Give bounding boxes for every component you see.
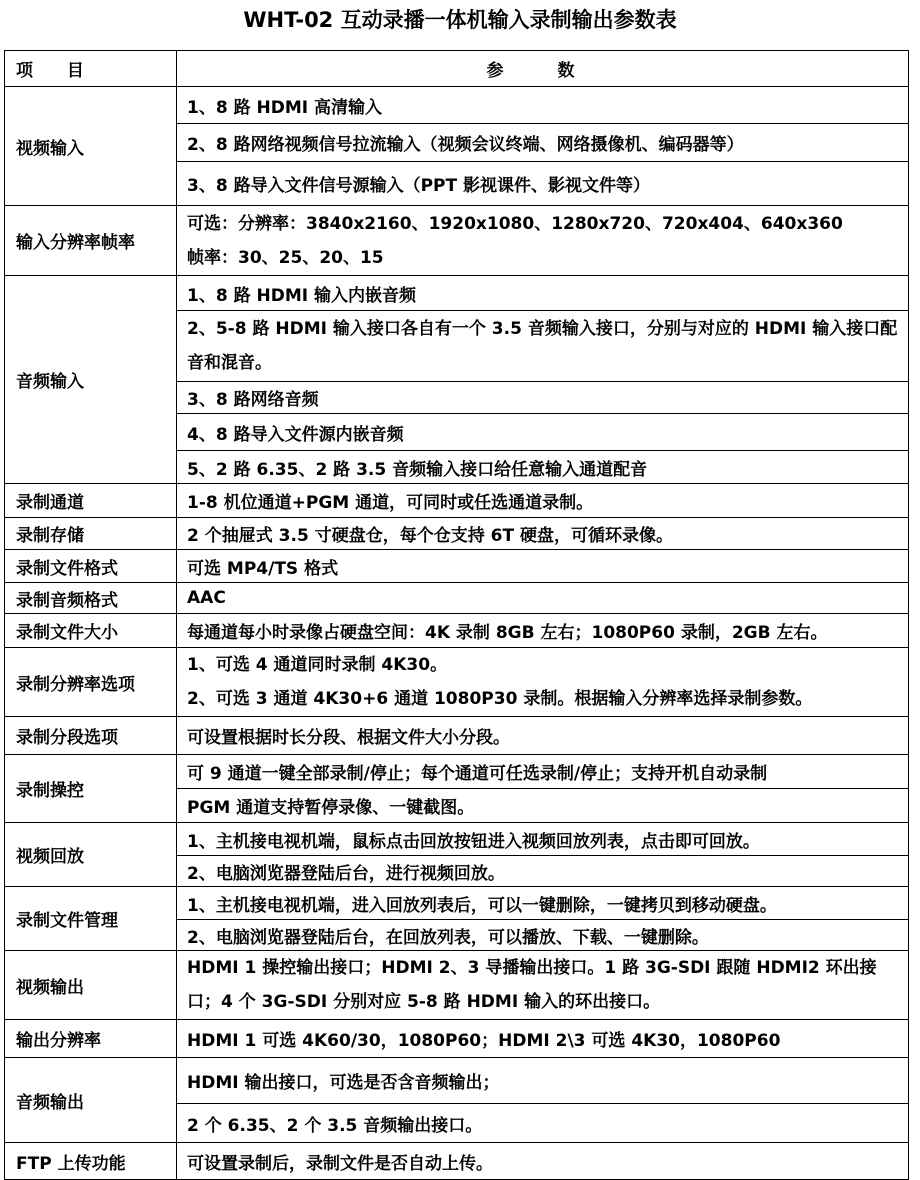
table-row — [5, 755, 909, 789]
row-value: 1、主机接电视机端，进入回放列表后，可以一键删除，一键拷贝到移动硬盘。 — [177, 887, 909, 920]
row-label: 录制操控 — [5, 755, 177, 823]
table-row — [5, 550, 909, 583]
spec-table — [4, 50, 909, 1180]
row-label: 视频输入 — [5, 87, 177, 206]
table-row — [5, 206, 909, 276]
table-row — [5, 484, 909, 518]
row-label: 视频回放 — [5, 823, 177, 887]
header-param: 参 数 — [177, 51, 909, 87]
table-header-row — [5, 51, 909, 87]
header-item: 项 目 — [5, 51, 177, 87]
row-value: 4、8 路导入文件源内嵌音频 — [177, 414, 909, 451]
row-label: 视频输出 — [5, 951, 177, 1020]
table-row — [5, 823, 909, 856]
table-row — [5, 1058, 909, 1104]
row-value: 1、8 路 HDMI 输入内嵌音频 — [177, 276, 909, 311]
table-row — [5, 87, 909, 124]
row-label: 录制文件管理 — [5, 887, 177, 951]
row-value: 2、电脑浏览器登陆后台，进行视频回放。 — [177, 856, 909, 887]
row-value: 2、8 路网络视频信号拉流输入（视频会议终端、网络摄像机、编码器等） — [177, 124, 909, 162]
row-value: 5、2 路 6.35、2 路 3.5 音频输入接口给任意输入通道配音 — [177, 451, 909, 484]
row-label: 音频输入 — [5, 276, 177, 484]
table-row — [5, 717, 909, 755]
row-value: 可设置根据时长分段、根据文件大小分段。 — [177, 717, 909, 755]
row-label: 录制文件格式 — [5, 550, 177, 583]
table-row — [5, 276, 909, 311]
row-label: 音频输出 — [5, 1058, 177, 1143]
table-row — [5, 951, 909, 1020]
row-label: 录制通道 — [5, 484, 177, 518]
row-value: HDMI 1 可选 4K60/30，1080P60；HDMI 2\3 可选 4K30，1080P60 — [177, 1020, 909, 1058]
row-label: 输出分辨率 — [5, 1020, 177, 1058]
row-label: FTP 上传功能 — [5, 1143, 177, 1180]
row-value: HDMI 1 操控输出接口；HDMI 2、3 导播输出接口。1 路 3G-SDI 跟随 HDMI2 环出接口；4 个 3G-SDI 分别对应 5-8 路 HDMI 输入的环出接口。 — [177, 951, 909, 1020]
row-label: 输入分辨率帧率 — [5, 206, 177, 276]
row-value: 3、8 路网络音频 — [177, 382, 909, 414]
row-value: HDMI 输出接口，可选是否含音频输出； — [177, 1058, 909, 1104]
row-label: 录制存储 — [5, 518, 177, 550]
row-value: 1-8 机位通道+PGM 通道，可同时或任选通道录制。 — [177, 484, 909, 518]
row-value: 2、5-8 路 HDMI 输入接口各自有一个 3.5 音频输入接口，分别与对应的 HDMI 输入接口配音和混音。 — [177, 311, 909, 382]
row-value: 3、8 路导入文件信号源输入（PPT 影视课件、影视文件等） — [177, 162, 909, 206]
row-value: PGM 通道支持暂停录像、一键截图。 — [177, 789, 909, 823]
table-row — [5, 614, 909, 648]
row-value: 2 个 6.35、2 个 3.5 音频输出接口。 — [177, 1104, 909, 1143]
row-value: 2、电脑浏览器登陆后台，在回放列表，可以播放、下载、一键删除。 — [177, 920, 909, 951]
row-value: 1、主机接电视机端，鼠标点击回放按钮进入视频回放列表，点击即可回放。 — [177, 823, 909, 856]
table-row — [5, 583, 909, 614]
row-value: 每通道每小时录像占硬盘空间：4K 录制 8GB 左右；1080P60 录制，2GB 左右。 — [177, 614, 909, 648]
table-row — [5, 887, 909, 920]
row-label: 录制分辨率选项 — [5, 648, 177, 717]
table-row — [5, 648, 909, 717]
row-value: 可选 MP4/TS 格式 — [177, 550, 909, 583]
row-value: 1、8 路 HDMI 高清输入 — [177, 87, 909, 124]
row-label: 录制音频格式 — [5, 583, 177, 614]
row-label: 录制文件大小 — [5, 614, 177, 648]
row-value: 2 个抽屉式 3.5 寸硬盘仓，每个仓支持 6T 硬盘，可循环录像。 — [177, 518, 909, 550]
table-row — [5, 518, 909, 550]
row-label: 录制分段选项 — [5, 717, 177, 755]
row-value: 可选：分辨率：3840x2160、1920x1080、1280x720、720x404、640x360 帧率：30、25、20、15 — [177, 206, 909, 276]
row-value: 可设置录制后，录制文件是否自动上传。 — [177, 1143, 909, 1180]
table-row — [5, 1143, 909, 1180]
row-value: 可 9 通道一键全部录制/停止；每个通道可任选录制/停止；支持开机自动录制 — [177, 755, 909, 789]
row-value: 1、可选 4 通道同时录制 4K30。 2、可选 3 通道 4K30+6 通道 1080P30 录制。根据输入分辨率选择录制参数。 — [177, 648, 909, 717]
table-row — [5, 1020, 909, 1058]
page-title: WHT-02 互动录播一体机输入录制输出参数表 — [243, 8, 677, 32]
row-value: AAC — [177, 583, 909, 614]
